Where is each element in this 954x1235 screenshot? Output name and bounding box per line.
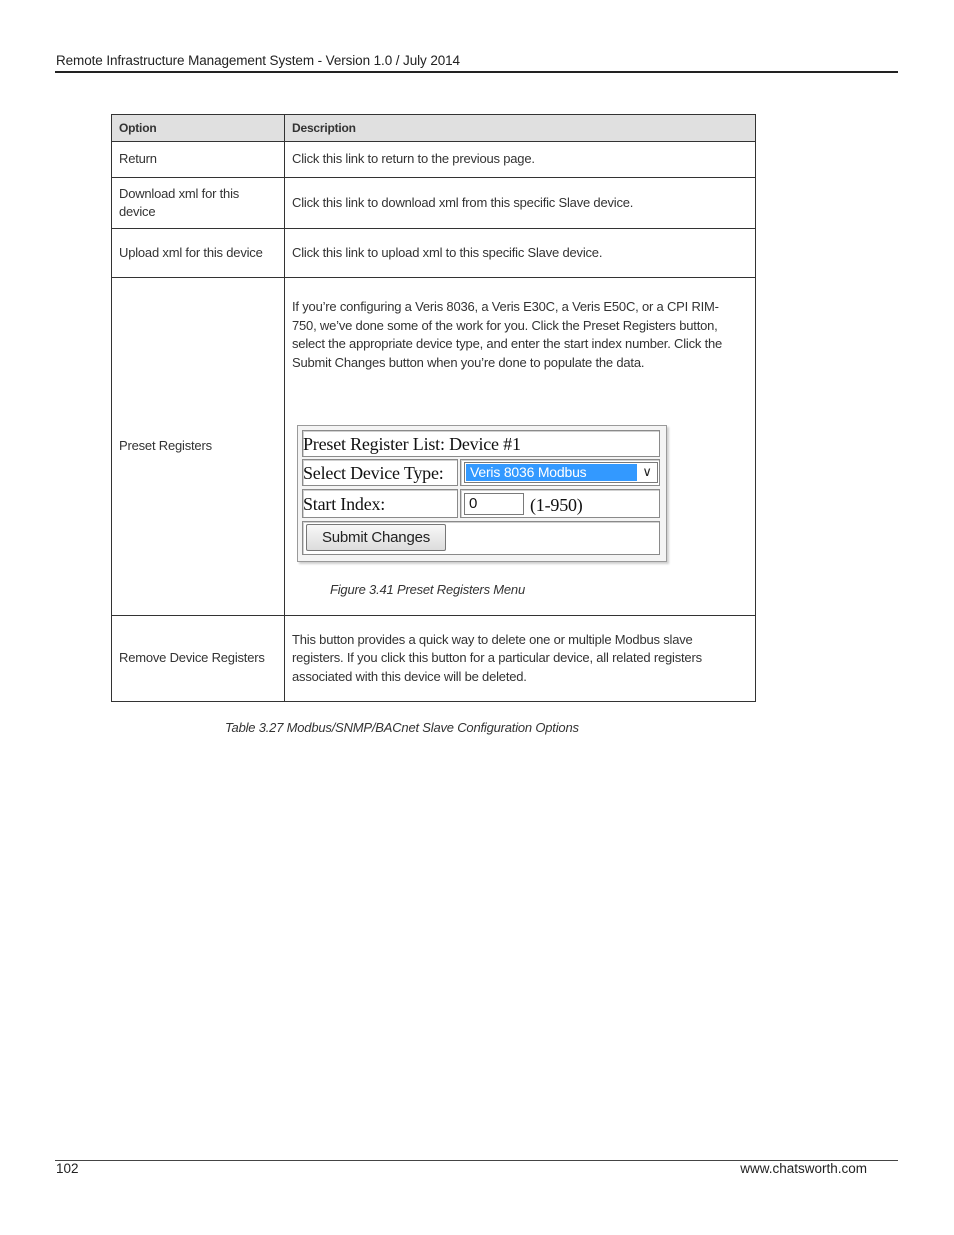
table-header-row — [112, 115, 756, 142]
form-title: Preset Register List: Device #1 — [303, 434, 521, 454]
start-index-input[interactable]: 0 — [464, 493, 524, 515]
preset-description: If you’re configuring a Veris 8036, a Veris E30C, a Veris E50C, or a CPI RIM-750, we’ve done some of the work for you. Click the Preset Registers button, select the appropriate device type, and enter the start index number. Click the Submit Changes button when you’re done to populate the data. — [292, 299, 723, 370]
device-type-select[interactable] — [464, 462, 658, 483]
table-row — [112, 142, 756, 178]
start-index-range: (1-950) — [530, 495, 583, 515]
start-index-label: Start Index: — [303, 494, 386, 514]
table-caption: Table 3.27 Modbus/SNMP/BACnet Slave Configuration Options — [225, 720, 579, 735]
options-table — [111, 114, 756, 702]
page-number: 102 — [56, 1161, 79, 1176]
device-type-label: Select Device Type: — [303, 463, 444, 483]
header-rule — [55, 71, 898, 73]
column-header-description: Description — [285, 115, 756, 142]
table-row — [112, 616, 756, 702]
option-cell: Remove Device Registers — [112, 616, 285, 702]
table-row — [112, 178, 756, 229]
running-header: Remote Infrastructure Management System - Version 1.0 / July 2014 — [56, 53, 460, 68]
table-row — [112, 229, 756, 278]
description-cell: Click this link to download xml from this specific Slave device. — [285, 178, 756, 229]
description-cell: Click this link to upload xml to this specific Slave device. — [285, 229, 756, 278]
description-cell: Click this link to return to the previous page. — [285, 142, 756, 178]
figure-caption: Figure 3.41 Preset Registers Menu — [330, 582, 525, 597]
table-row — [112, 278, 756, 616]
description-cell — [285, 278, 756, 616]
chevron-down-icon[interactable]: ∨ — [642, 465, 652, 480]
device-type-selected-value: Veris 8036 Modbus — [466, 464, 637, 481]
column-header-option: Option — [112, 115, 285, 142]
option-cell: Preset Registers — [112, 278, 285, 616]
preset-register-form-screenshot — [297, 425, 667, 562]
footer-url: www.chatsworth.com — [740, 1161, 867, 1176]
option-cell: Download xml for this device — [112, 178, 285, 229]
figure-preset-registers — [292, 372, 741, 612]
option-cell: Return — [112, 142, 285, 178]
option-cell: Upload xml for this device — [112, 229, 285, 278]
submit-changes-button[interactable]: Submit Changes — [306, 524, 446, 551]
description-cell: This button provides a quick way to delete one or multiple Modbus slave registers. If you click this button for a particular device, all related registers associated with this device will be deleted. — [285, 616, 756, 702]
